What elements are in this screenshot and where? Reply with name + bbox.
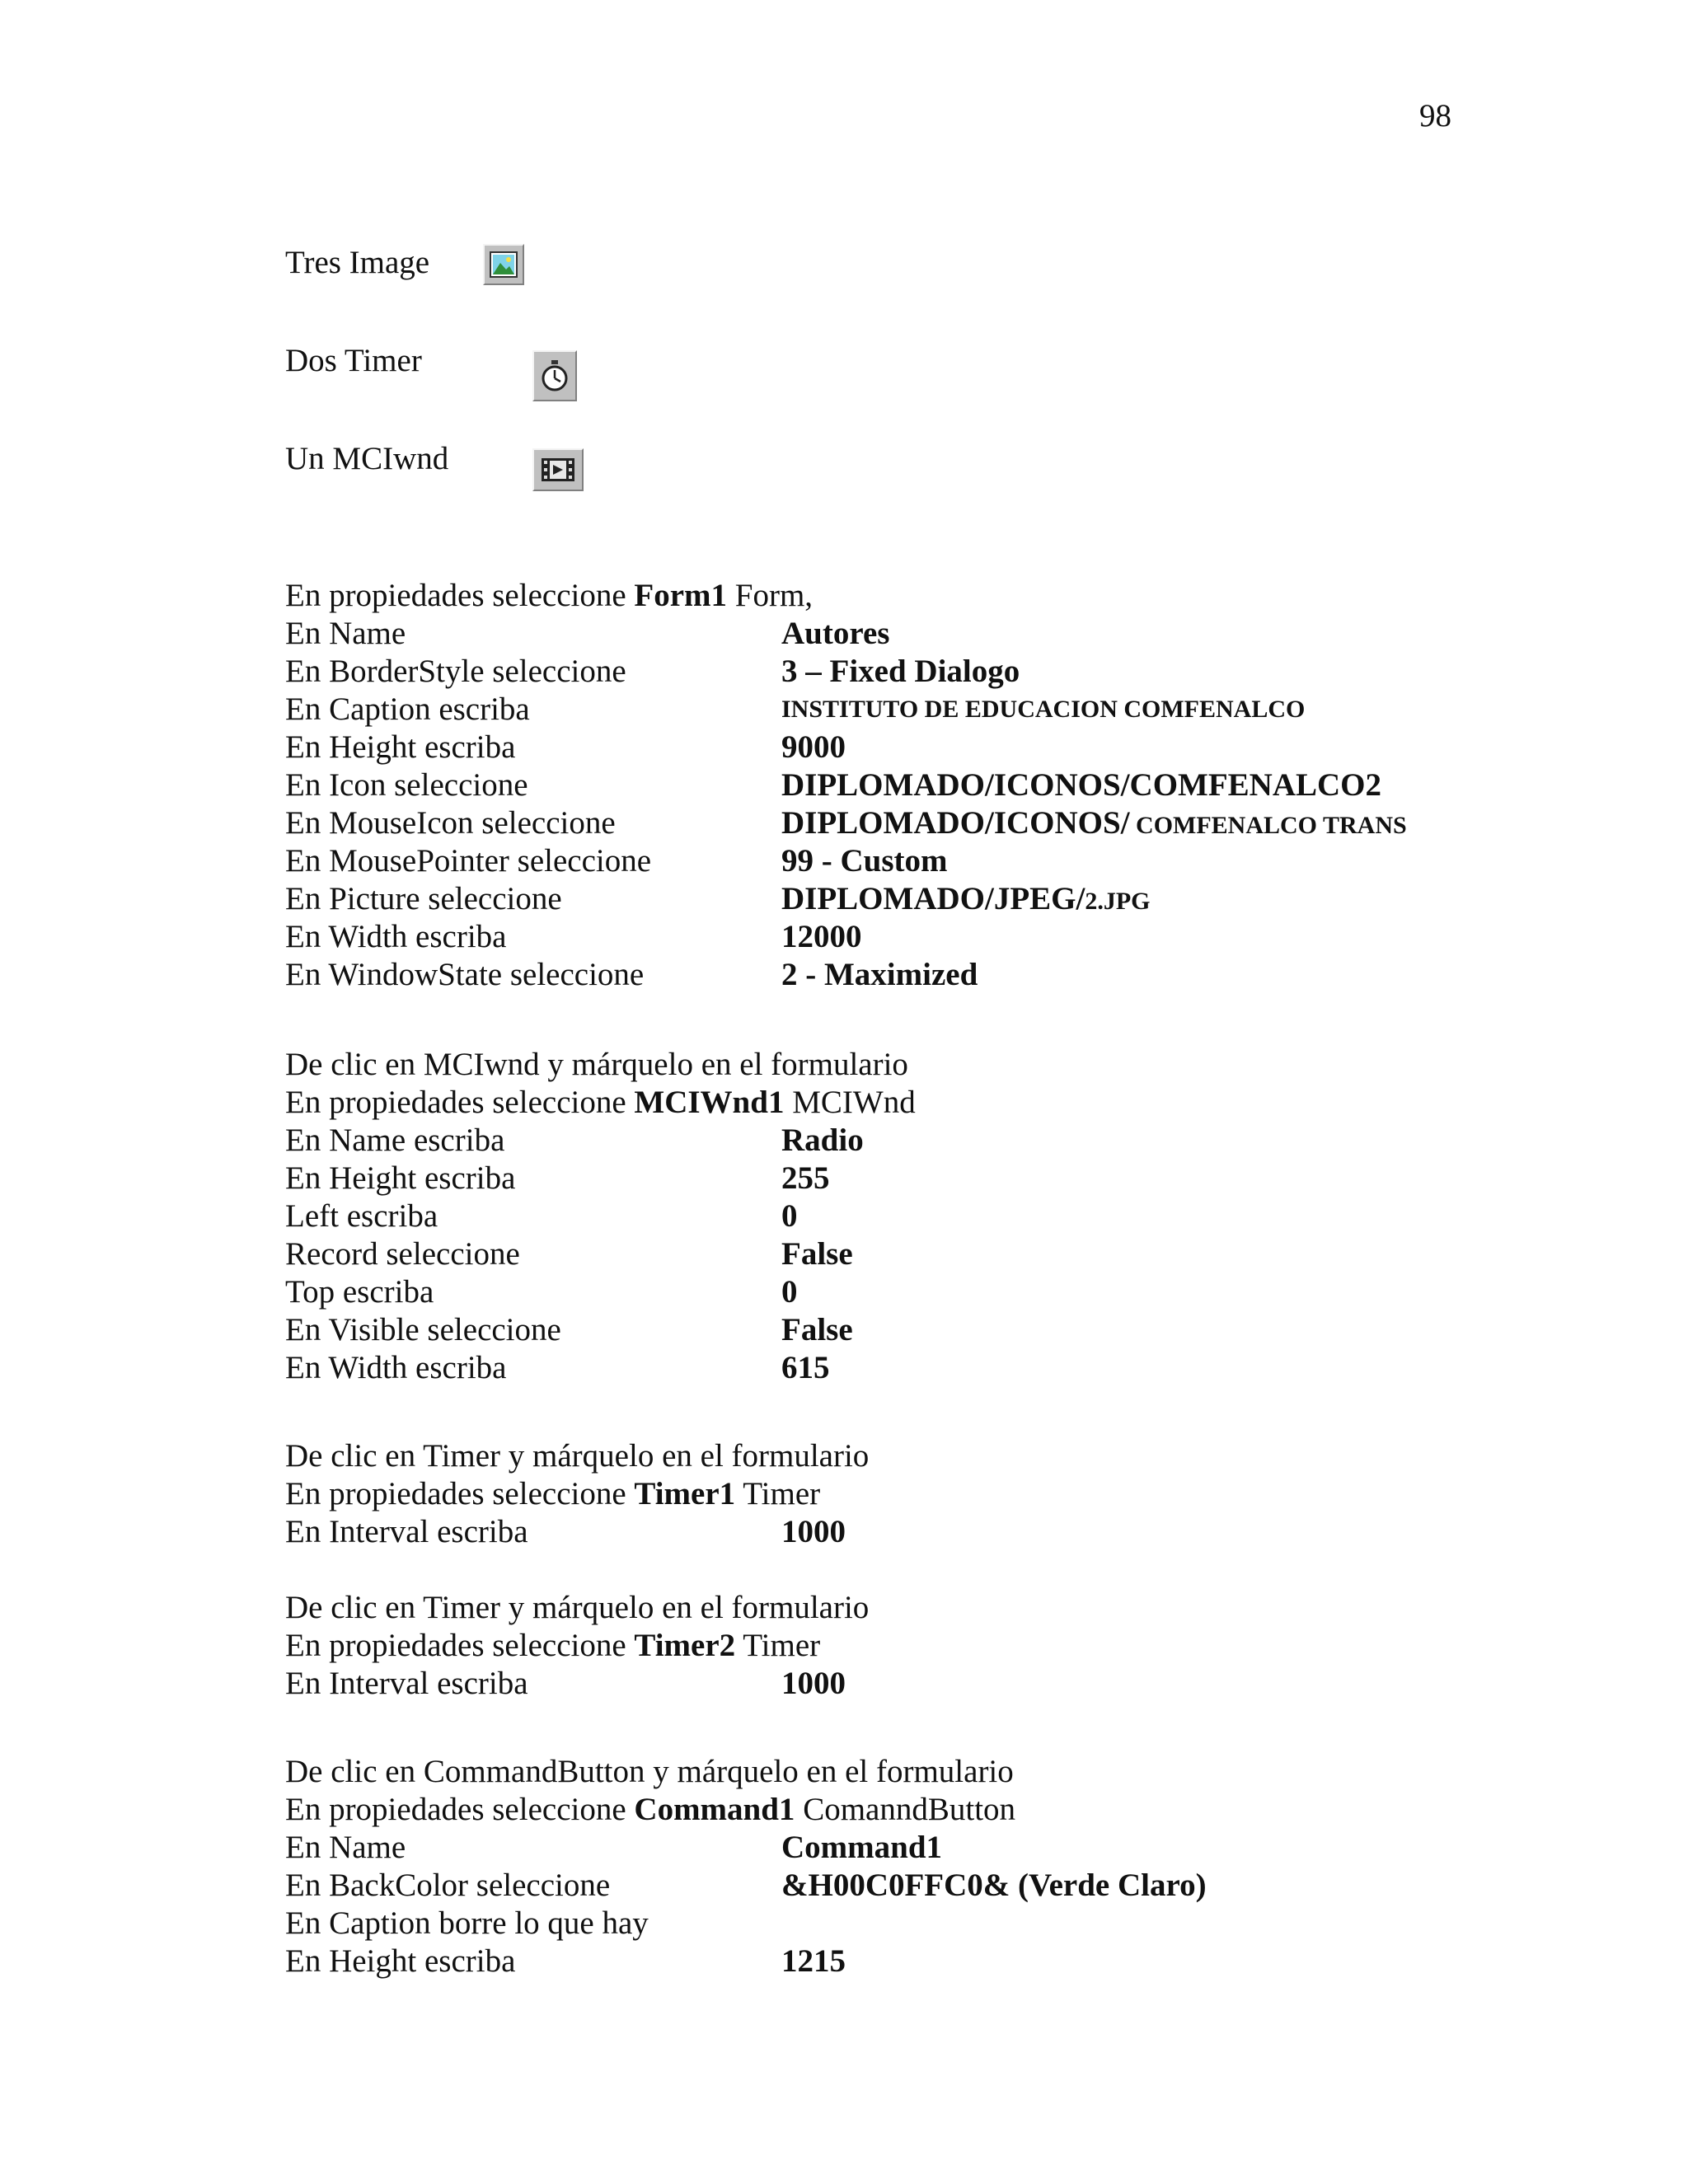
intro-text: En propiedades seleccione <box>285 578 635 613</box>
property-label: En Height escriba <box>285 1943 516 1979</box>
property-row <box>285 1349 1480 1387</box>
object-type: ComanndButton <box>795 1792 1016 1827</box>
property-label: En Height escriba <box>285 729 516 765</box>
property-value-suffix: 2.JPG <box>1085 888 1151 915</box>
tool-label: Tres Image <box>285 245 430 280</box>
property-value: 1000 <box>781 1666 846 1701</box>
property-row <box>285 1197 1480 1235</box>
property-label: En BorderStyle seleccione <box>285 654 626 689</box>
property-row <box>285 918 1480 956</box>
instruction-line: De clic en Timer y márquelo en el formulario <box>285 1590 870 1625</box>
property-label: En BackColor seleccione <box>285 1868 611 1903</box>
property-value-main: DIPLOMADO/ICONOS/ <box>781 805 1130 841</box>
property-row <box>285 1122 1480 1160</box>
property-value: 99 - Custom <box>781 843 948 879</box>
property-value: INSTITUTO DE EDUCACION COMFENALCO <box>781 696 1306 723</box>
property-row <box>285 691 1480 729</box>
property-row <box>285 729 1480 766</box>
page-number: 98 <box>1419 98 1451 134</box>
property-row <box>285 1311 1480 1349</box>
command1-section <box>285 1753 1480 1980</box>
property-label: En Name <box>285 616 406 651</box>
property-label: En Visible seleccione <box>285 1312 561 1347</box>
stopwatch-icon <box>532 350 577 401</box>
instruction-line: De clic en MCIwnd y márquelo en el formulario <box>285 1047 908 1082</box>
intro-text: En propiedades seleccione <box>285 1085 635 1120</box>
property-label: Record seleccione <box>285 1236 520 1272</box>
property-label: En Interval escriba <box>285 1666 528 1701</box>
property-value: Radio <box>781 1122 864 1158</box>
property-value: 255 <box>781 1160 830 1196</box>
timer1-section <box>285 1437 1480 1551</box>
property-value <box>781 804 1407 845</box>
property-value-suffix: COMFENALCO TRANS <box>1129 812 1407 839</box>
timer2-section <box>285 1589 1480 1703</box>
property-value: 3 – Fixed Dialogo <box>781 654 1020 689</box>
property-label: En Width escriba <box>285 919 507 954</box>
property-label: En Width escriba <box>285 1350 507 1385</box>
property-label: En MouseIcon seleccione <box>285 805 616 841</box>
form1-intro <box>285 577 1480 615</box>
instruction-line: De clic en Timer y márquelo en el formulario <box>285 1438 870 1474</box>
object-name: Timer1 <box>634 1476 736 1511</box>
property-row <box>285 1943 1480 1980</box>
instruction-line: De clic en CommandButton y márquelo en el formulario <box>285 1754 1014 1789</box>
property-value-main: DIPLOMADO/JPEG/ <box>781 881 1085 916</box>
property-value: 9000 <box>781 729 846 765</box>
object-type: Timer <box>735 1628 821 1663</box>
property-label: En Caption borre lo que hay <box>285 1905 649 1941</box>
property-value: 615 <box>781 1350 830 1385</box>
property-row <box>285 956 1480 994</box>
image-icon <box>483 244 524 285</box>
property-row <box>285 880 1480 918</box>
property-row <box>285 1665 1480 1703</box>
property-value: 1215 <box>781 1943 846 1979</box>
property-row <box>285 766 1480 804</box>
property-row <box>285 1867 1480 1905</box>
object-name: Timer2 <box>634 1628 736 1663</box>
property-label: En Height escriba <box>285 1160 516 1196</box>
property-value: 0 <box>781 1198 798 1234</box>
property-label: En Caption escriba <box>285 691 530 727</box>
property-row <box>285 1829 1480 1867</box>
property-value: 2 - Maximized <box>781 957 978 992</box>
property-label: En Interval escriba <box>285 1514 528 1549</box>
object-name: MCIWnd1 <box>634 1085 785 1120</box>
property-value: Command1 <box>781 1830 943 1865</box>
property-row <box>285 804 1480 842</box>
tool-label: Dos Timer <box>285 343 422 378</box>
property-row <box>285 842 1480 880</box>
form1-section <box>285 577 1480 994</box>
property-label: Top escriba <box>285 1274 434 1310</box>
property-row <box>285 1235 1480 1273</box>
timer2-intro <box>285 1627 1480 1665</box>
property-value: DIPLOMADO/ICONOS/COMFENALCO2 <box>781 767 1382 803</box>
tool-label: Un MCIwnd <box>285 441 449 476</box>
property-row <box>285 615 1480 653</box>
property-row <box>285 1905 1480 1943</box>
property-value: False <box>781 1236 853 1272</box>
mciwnd-section <box>285 1046 1480 1387</box>
intro-text: En propiedades seleccione <box>285 1476 635 1511</box>
object-type: Form, <box>727 578 814 613</box>
object-type: MCIWnd <box>784 1085 916 1120</box>
property-value: &H00C0FFC0& (Verde Claro) <box>781 1868 1207 1903</box>
property-row <box>285 653 1480 691</box>
property-label: En Name escriba <box>285 1122 505 1158</box>
property-label: En Icon seleccione <box>285 767 528 803</box>
film-strip-icon <box>532 448 584 491</box>
property-row <box>285 1273 1480 1311</box>
mciwnd-intro <box>285 1084 1480 1122</box>
property-value: 0 <box>781 1274 798 1310</box>
property-value: 12000 <box>781 919 862 954</box>
property-label: En MousePointer seleccione <box>285 843 652 879</box>
object-name: Command1 <box>634 1792 795 1827</box>
property-value: False <box>781 1312 853 1347</box>
property-label: Left escriba <box>285 1198 438 1234</box>
property-label: En Picture seleccione <box>285 881 562 916</box>
property-value: 1000 <box>781 1514 846 1549</box>
property-value: Autores <box>781 616 890 651</box>
property-label: En WindowState seleccione <box>285 957 645 992</box>
property-row <box>285 1513 1480 1551</box>
command1-intro <box>285 1791 1480 1829</box>
intro-text: En propiedades seleccione <box>285 1628 635 1663</box>
object-type: Timer <box>735 1476 821 1511</box>
object-name: Form1 <box>634 578 728 613</box>
intro-text: En propiedades seleccione <box>285 1792 635 1827</box>
property-label: En Name <box>285 1830 406 1865</box>
property-value <box>781 880 1151 921</box>
property-row <box>285 1160 1480 1197</box>
timer1-intro <box>285 1475 1480 1513</box>
